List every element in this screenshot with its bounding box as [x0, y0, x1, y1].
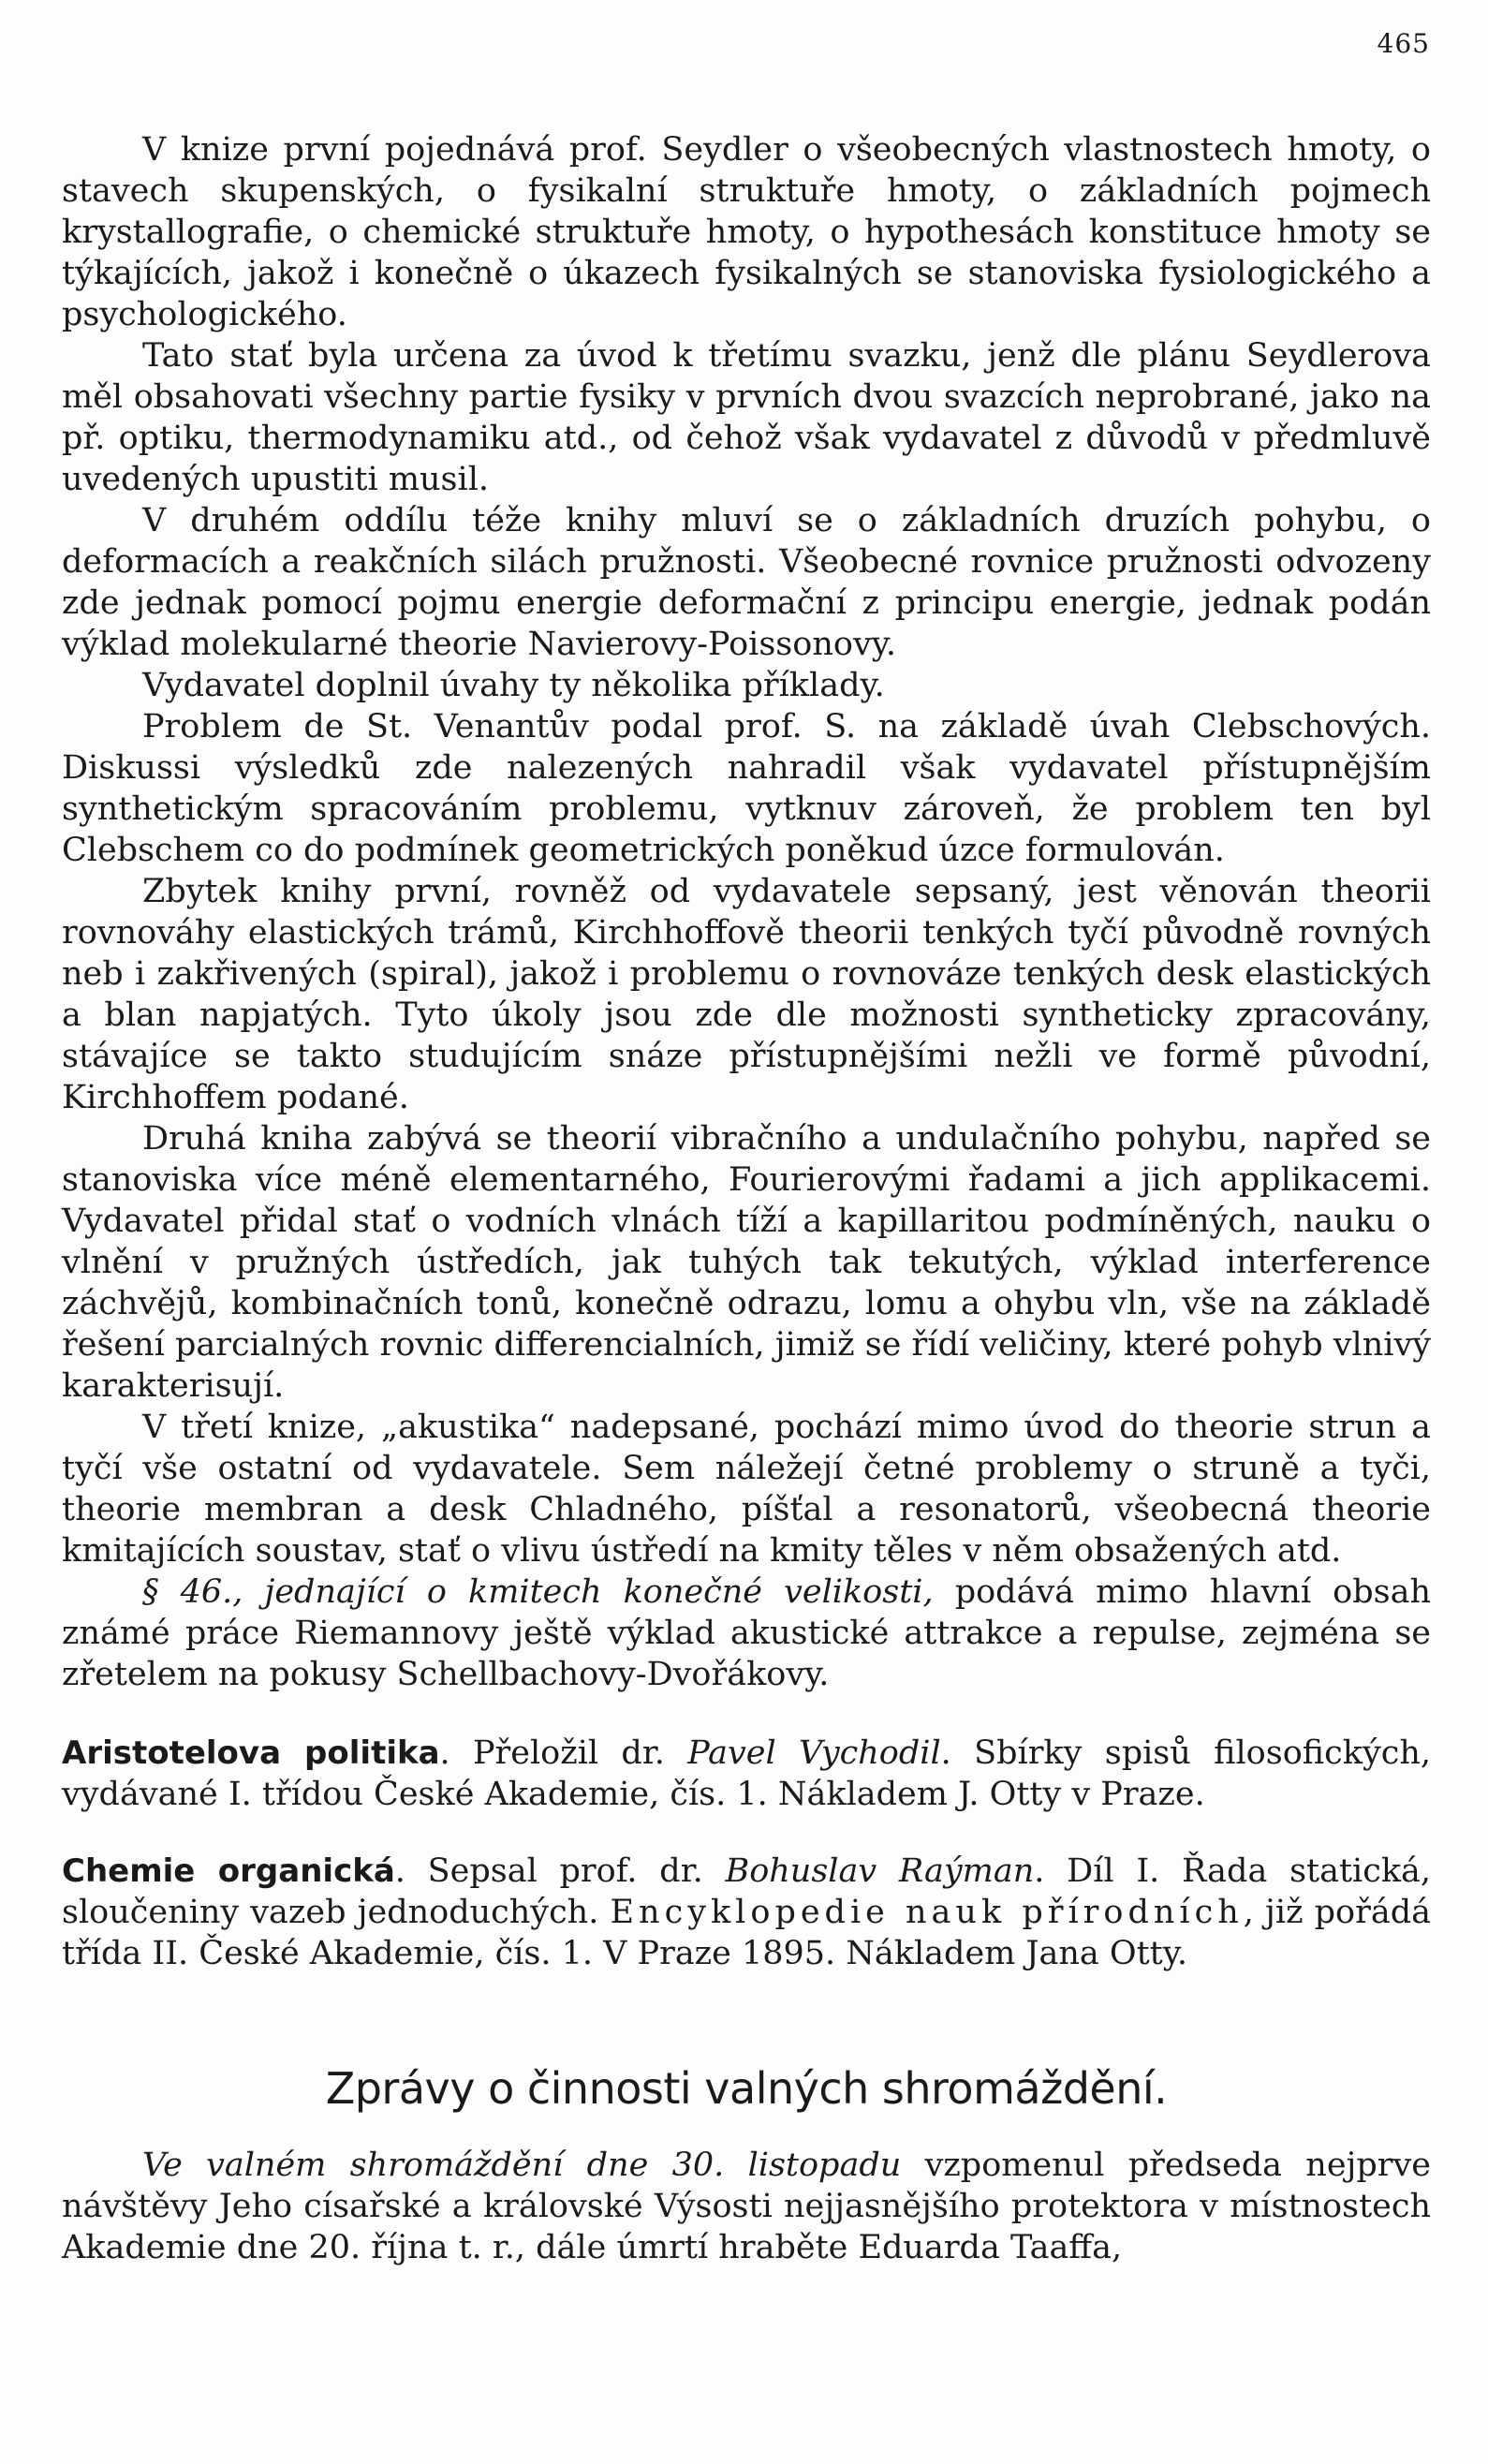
- paragraph: V knize první pojednává prof. Seydler o všeobecných vlastnostech hmoty, o stavech skupenských, o fysikalní struktuře hmoty, o základních pojmech krystallografie, o chemické struktuře hmoty, o hypothesách konstituce hmoty se týkajících, jakož i konečně o úkazech fysikalných se stanoviska fysiologického a psychologického.: [62, 131, 1431, 333]
- review-author: Pavel Vychodil: [687, 1734, 941, 1772]
- italic-lead: § 46., jednající o kmitech konečné velikosti,: [142, 1573, 934, 1611]
- review-author: Bohuslav Raýman: [725, 1852, 1035, 1890]
- paragraph: Druhá kniha zabývá se theorií vibračního a undulačního pohybu, napřed se stanoviska více méně elementarného, Fourierovými řadami a jich applikacemi. Vydavatel přidal stať o vodních vlnách tíží a kapillaritou podmíněných, nauku o vlnění v pružných ústředích, jak tuhých tak tekutých, výklad interference záchvějů, kombinačních tonů, konečně odrazu, lomu a ohybu vln, vše na základě řešení parcialných rovnic differencialních, jimiž se řídí veličiny, které pohyb vlnivý karakterisují.: [62, 1120, 1431, 1405]
- paragraph-text: vzpomenul předseda nejprve návštěvy Jeho císařské a královské Výsosti nejjasnějšího protektora v místnostech Akademie dne 20. října t. r., dále úmrtí hraběte Eduarda Taaffa,: [62, 2147, 1432, 2266]
- review-text: . Přeložil dr.: [439, 1734, 688, 1772]
- paragraph: Vydavatel doplnil úvahy ty několika příklady.: [142, 667, 885, 704]
- paragraph: V druhém oddílu téže knihy mluví se o základních druzích pohybu, o deformacích a reakčních silách pružnosti. Všeobecné rovnice pružnosti odvozeny zde jednak pomocí pojmu energie deformační z principu energie, jednak podán výklad molekularné theorie Navierovy-Poissonovy.: [62, 502, 1431, 663]
- paragraph: Tato stať byla určena za úvod k třetímu svazku, jenž dle plánu Seydlerova měl obsahovati všechny partie fysiky v prvních dvou svazcích neprobrané, jako na př. optiku, thermodynamiku atd., od čehož však vydavatel z důvodů v předmluvě uvedených upustiti musil.: [62, 337, 1431, 498]
- section-heading: Zprávy o činnosti valných shromáždění.: [325, 2063, 1168, 2114]
- paragraph: Zbytek knihy první, rovněž od vydavatele sepsaný, jest věnován theorii rovnováhy elastických trámů, Kirchhoffově theorii tenkých tyčí původně rovných neb i zakřivených (spiral), jakož i problemu o rovnováze tenkých desk elastických a blan napjatých. Tyto úkoly jsou zde dle možnosti syntheticky zpracovány, stávajíce se takto studujícím snáze přístupnějšími nežli ve formě původní, Kirchhoffem podané.: [62, 873, 1431, 1116]
- page-body: [62, 129, 1431, 2268]
- review-aristotle: [62, 1733, 1431, 1815]
- session-paragraph: [62, 2145, 1431, 2268]
- review-text: . Sepsal prof. dr.: [394, 1852, 726, 1890]
- italic-lead: Ve valném shromáždění dne 30. listopadu: [142, 2147, 902, 2184]
- review-text: . Sbírky spisů filosofických, vydávané I. třídou České Akademie, čís. 1. Nákladem J. Otty v Praze.: [62, 1734, 1431, 1813]
- paragraph-text: podává mimo hlavní obsah známé práce Riemannovy ještě výklad akustické attrakce a repulse, zejména se zřetelem na pokusy Schellbachovy-Dvořákovy.: [62, 1573, 1431, 1693]
- review-text: , již pořádá třída II. České Akademie, čís. 1. V Praze 1895. Nákladem Jana Otty.: [62, 1894, 1432, 1972]
- book-title: Chemie organická: [62, 1852, 395, 1890]
- review-text: . Díl I. Řada statická, sloučeniny vazeb jednoduchých.: [62, 1852, 1432, 1931]
- paragraph-s46: [62, 1571, 1431, 1695]
- page-number: 465: [1377, 28, 1430, 59]
- series-name: Encyklopedie nauk přírodních: [610, 1894, 1244, 1931]
- book-title: Aristotelova politika: [62, 1734, 440, 1772]
- review-chemistry: [62, 1851, 1431, 1974]
- paragraph: V třetí knize, „akustika“ nadepsané, pochází mimo úvod do theorie strun a tyčí vše ostatní od vydavatele. Sem náležejí četné problemy o struně a tyči, theorie membran a desk Chladného, píšťal a resonatorů, všeobecná theorie kmitajících soustav, stať o vlivu ústředí na kmity těles v něm obsažených atd.: [62, 1409, 1431, 1570]
- paragraph: Problem de St. Venantův podal prof. S. na základě úvah Clebschových. Diskussi výsledků zde nalezených nahradil však vydavatel přístupnějším synthetickým spracováním problemu, vytknuv zároveň, že problem ten byl Clebschem co do podmínek geometrických poněkud úzce formulován.: [62, 708, 1431, 869]
